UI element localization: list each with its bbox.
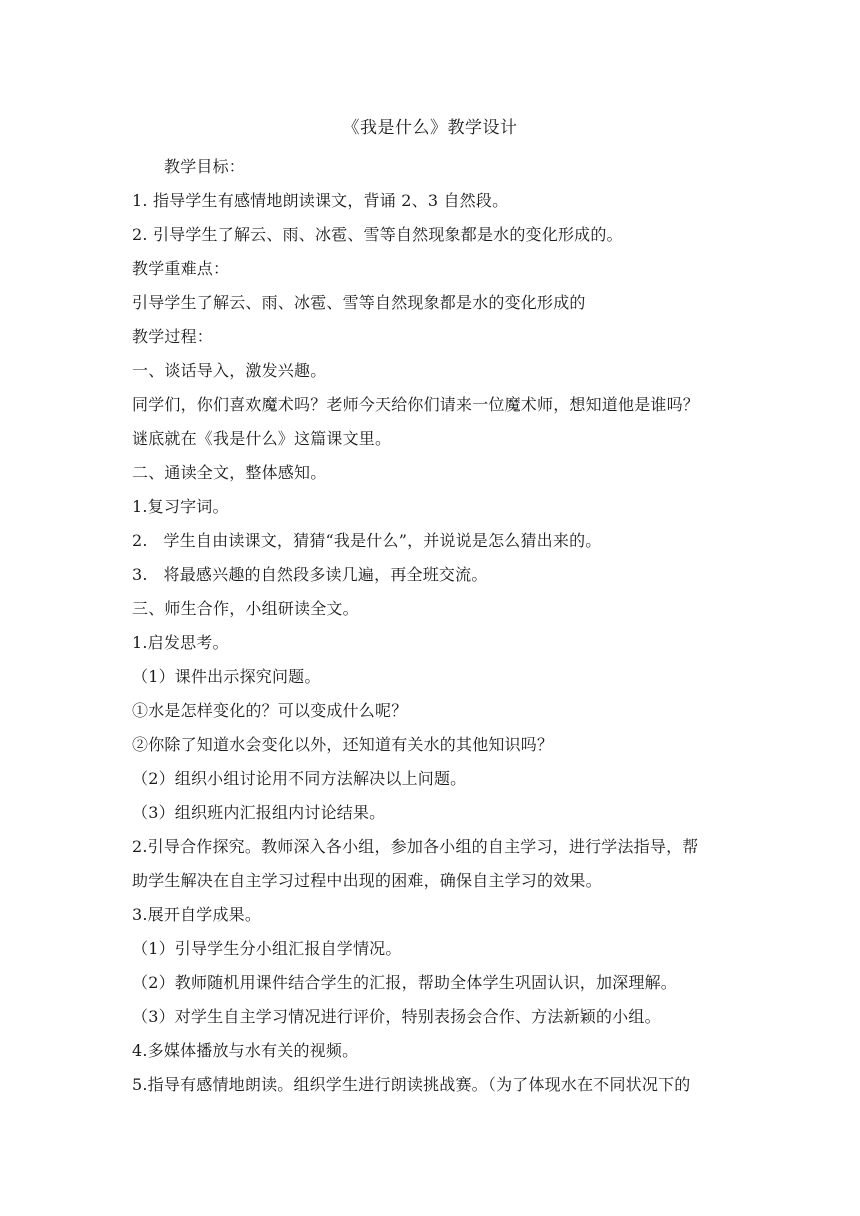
list-item: 2.引导合作探究。教师深入各小组，参加各小组的自主学习，进行学法指导，帮 bbox=[132, 837, 699, 856]
list-item: 2. 学生自由读课文，猜猜“我是什么”，并说说是怎么猜出来的。 bbox=[132, 531, 602, 550]
sub-list-item: （2）教师随机用课件结合学生的汇报，帮助全体学生巩固认识，加深理解。 bbox=[132, 973, 677, 992]
sub-list-item: （1）课件出示探究问题。 bbox=[132, 667, 321, 686]
list-item: 3. 将最感兴趣的自然段多读几遍，再全班交流。 bbox=[132, 565, 488, 584]
paragraph-line: 1. 指导学生有感情地朗读课文，背诵 2、3 自然段。 bbox=[132, 191, 509, 210]
paragraph-line: 引导学生了解云、雨、冰雹、雪等自然现象都是水的变化形成的 bbox=[132, 293, 586, 312]
section-heading-objectives: 教学目标： bbox=[164, 157, 246, 176]
question-item: ①水是怎样变化的？可以变成什么呢？ bbox=[132, 701, 408, 720]
paragraph-line: 同学们，你们喜欢魔术吗？老师今天给你们请来一位魔术师，想知道他是谁吗？ bbox=[132, 395, 700, 414]
step-heading: 二、通读全文，整体感知。 bbox=[132, 463, 327, 482]
document-body bbox=[132, 150, 732, 1102]
question-item: ②你除了知道水会变化以外，还知道有关水的其他知识吗？ bbox=[132, 735, 554, 754]
step-heading: 三、师生合作，小组研读全文。 bbox=[132, 599, 359, 618]
step-heading: 一、谈话导入，激发兴趣。 bbox=[132, 361, 327, 380]
sub-list-item: （2）组织小组讨论用不同方法解决以上问题。 bbox=[132, 769, 467, 788]
list-item: 1.复习字词。 bbox=[132, 497, 229, 516]
paragraph-line: 2. 引导学生了解云、雨、冰雹、雪等自然现象都是水的变化形成的。 bbox=[132, 225, 623, 244]
paragraph-line: 谜底就在《我是什么》这篇课文里。 bbox=[132, 429, 392, 448]
document-title: 《我是什么》教学设计 bbox=[342, 118, 518, 138]
sub-list-item: （1）引导学生分小组汇报自学情况。 bbox=[132, 939, 402, 958]
paragraph-line: 助学生解决在自主学习过程中出现的困难，确保自主学习的效果。 bbox=[132, 871, 602, 890]
sub-list-item: （3）组织班内汇报组内讨论结果。 bbox=[132, 803, 386, 822]
section-heading-key-points: 教学重难点： bbox=[132, 259, 230, 278]
list-item: 5.指导有感情地朗读。组织学生进行朗读挑战赛。（为了体现水在不同状况下的 bbox=[132, 1075, 691, 1094]
list-item: 3.展开自学成果。 bbox=[132, 905, 262, 924]
list-item: 1.启发思考。 bbox=[132, 633, 229, 652]
sub-list-item: （3）对学生自主学习情况进行评价，特别表扬会合作、方法新颖的小组。 bbox=[132, 1007, 661, 1026]
list-item: 4.多媒体播放与水有关的视频。 bbox=[132, 1041, 359, 1060]
section-heading-process: 教学过程： bbox=[132, 327, 214, 346]
